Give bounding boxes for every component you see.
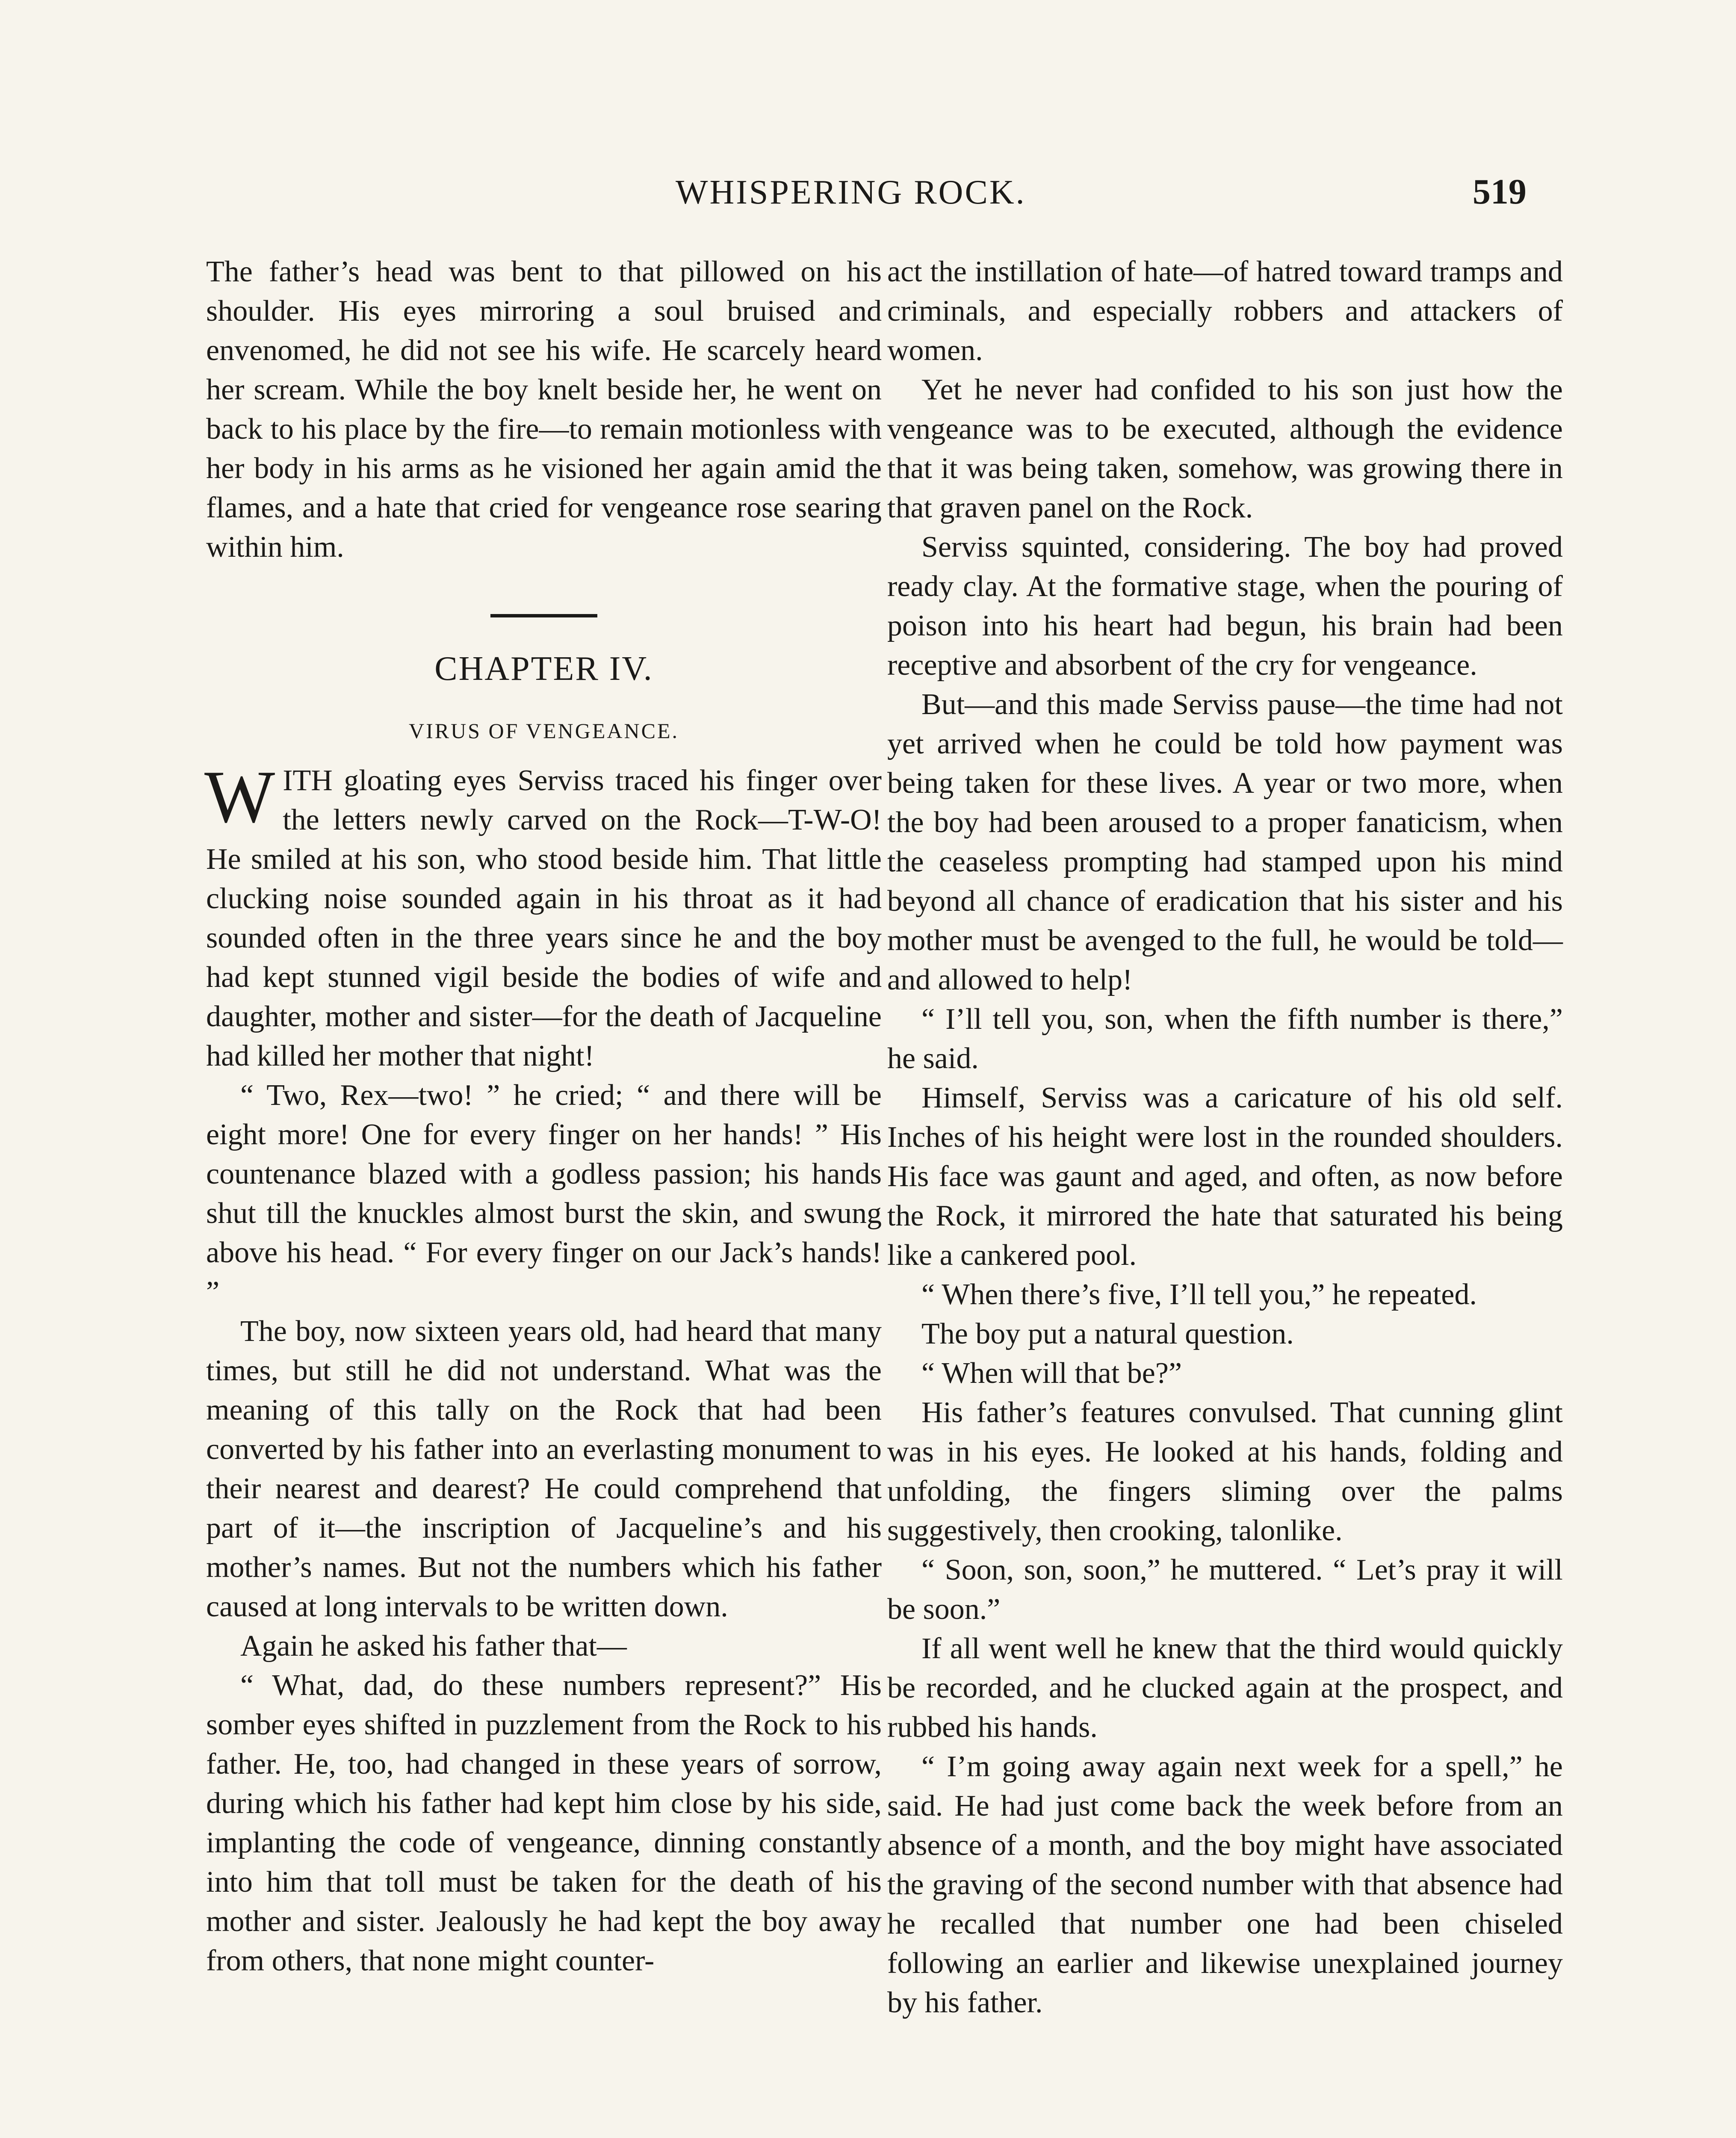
- paragraph: His father’s features convulsed. That cunning glint was in his eyes. He looked at his hands, folding and unfolding, the fingers sliming over the palms suggestively, then crooking, talonlike.: [887, 1396, 1563, 1547]
- section-divider: [490, 614, 597, 617]
- drop-cap: W: [204, 755, 275, 838]
- paragraph: Again he asked his father that—: [240, 1630, 627, 1663]
- paragraph: “ When will that be?”: [921, 1357, 1182, 1390]
- running-head: WHISPERING ROCK.: [676, 174, 1026, 211]
- paragraph: “ I’m going away again next week for a spell,” he said. He had just come back the week before from an absence of a month, and the boy might have associated the graving of the second number with that absence had he recalled that number one had been chiseled following an earlier and likewise unexplained journey by his father.: [887, 1750, 1563, 2019]
- opening-paragraph: [204, 755, 882, 1076]
- paragraph: Serviss squinted, considering. The boy had proved ready clay. At the formative stage, when the pouring of poison into his heart had begun, his brain had been receptive and absorbent of the cry for vengeance.: [887, 531, 1563, 682]
- opening-paragraph-text: ITH gloating eyes Serviss traced his finger over the letters newly carved on the Rock—T-W-O! He smiled at his son, who stood beside him. That little clucking noise sounded again in his throat as it had sounded often in the three years since he and the boy had kept stunned vigil beside the bodies of wife and daughter, mother and sister—for the death of Jacqueline had killed her mother that night!: [206, 764, 882, 1072]
- chapter-subtitle: VIRUS OF VENGEANCE.: [408, 719, 679, 743]
- paragraph: “ When there’s five, I’ll tell you,” he repeated.: [921, 1278, 1477, 1311]
- paragraph: act the instillation of hate—of hatred toward tramps and criminals, and especially robbers and attackers of women.: [887, 255, 1563, 367]
- paragraph: “ Soon, son, soon,” he muttered. “ Let’s pray it will be soon.”: [887, 1553, 1563, 1626]
- paragraph: The father’s head was bent to that pillowed on his shoulder. His eyes mirroring a soul bruised and envenomed, he did not see his wife. He scarcely heard her scream. While the boy knelt beside her, he went on back to his place by the fire—to remain motionless with her body in his arms as he visioned her again amid the flames, and a hate that cried for vengeance rose searing within him.: [206, 255, 882, 564]
- paragraph: “ I’ll tell you, son, when the fifth number is there,” he said.: [887, 1003, 1563, 1075]
- paragraph: Himself, Serviss was a caricature of his old self. Inches of his height were lost in the rounded shoulders. His face was gaunt and aged, and often, as now before the Rock, it mirrored the hate that saturated his being like a cankered pool.: [887, 1081, 1563, 1272]
- paragraph: “ Two, Rex—two! ” he cried; “ and there will be eight more! One for every finger on her hands! ” His countenance blazed with a godless passion; his hands shut till the knuckles almost burst the skin, and swung above his head. “ For every finger on our Jack’s hands! ”: [206, 1079, 882, 1308]
- paragraph: “ What, dad, do these numbers represent?” His somber eyes shifted in puzzlement from the Rock to his father. He, too, had changed in these years of sorrow, during which his father had kept him close by his side, implanting the code of vengeance, dinning constantly into him that toll must be taken for the death of his mother and sister. Jealously he had kept the boy away from others, that none might counter-: [206, 1669, 882, 1977]
- paragraph: Yet he never had confided to his son just how the vengeance was to be executed, although the evidence that it was being taken, somehow, was growing there in that graven panel on the Rock.: [887, 373, 1563, 524]
- paragraph: But—and this made Serviss pause—the time had not yet arrived when he could be told how payment was being taken for these lives. A year or two more, when the boy had been aroused to a proper fanaticism, when the ceaseless prompting had stamped upon his mind beyond all chance of eradication that his sister and his mother must be avenged to the full, he would be told—and allowed to help!: [887, 688, 1563, 996]
- left-column: [206, 252, 882, 1981]
- right-column: [887, 252, 1563, 2023]
- page-number: 519: [1473, 172, 1526, 212]
- paragraph: The boy put a natural question.: [921, 1317, 1294, 1350]
- paragraph: The boy, now sixteen years old, had heard that many times, but still he did not understand. What was the meaning of this tally on the Rock that had been converted by his father into an everlasting monument to their nearest and dearest? He could comprehend that part of it—the inscription of Jacqueline’s and his mother’s names. But not the numbers which his father caused at long intervals to be written down.: [206, 1315, 882, 1623]
- paragraph: If all went well he knew that the third would quickly be recorded, and he clucked again at the prospect, and rubbed his hands.: [887, 1632, 1563, 1744]
- chapter-title: CHAPTER IV.: [434, 650, 653, 688]
